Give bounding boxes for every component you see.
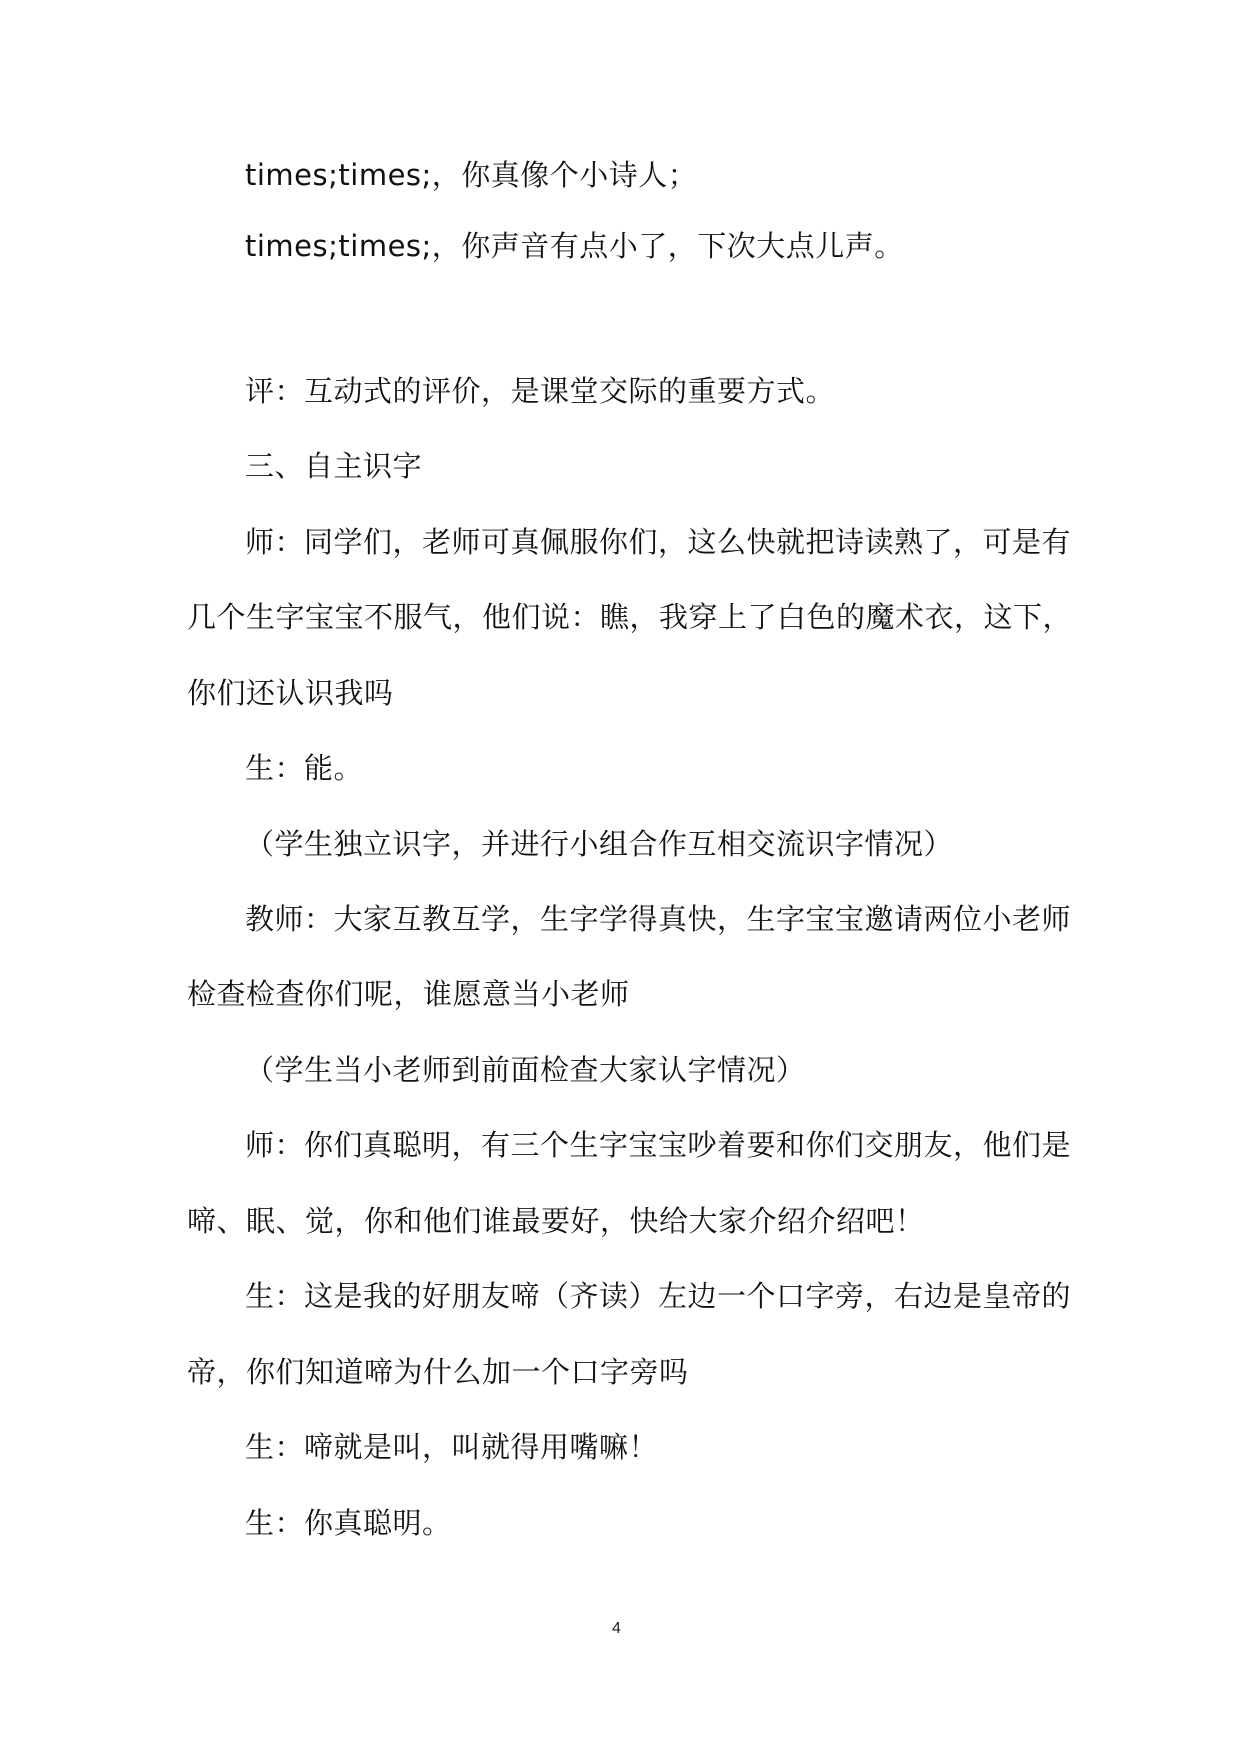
text-line-8: 生：能。 [245, 751, 364, 785]
text-line-10: 教师：大家互教互学，生字学得真快，生字宝宝邀请两位小老师 [245, 902, 1072, 936]
text-line-17: 生：啼就是叫，叫就得用嘴嘛！ [245, 1430, 659, 1464]
page-number: 4 [612, 1620, 621, 1637]
text-line-5: 师：同学们，老师可真佩服你们，这么快就把诗读熟了，可是有 [245, 525, 1072, 559]
text-line-13: 师：你们真聪明，有三个生字宝宝吵着要和你们交朋友，他们是 [245, 1128, 1072, 1162]
text-line-18: 生：你真聪明。 [245, 1506, 452, 1540]
text-line-2: times;times;，你声音有点小了，下次大点儿声。 [245, 229, 904, 263]
text-line-3: 评：互动式的评价，是课堂交际的重要方式。 [245, 374, 836, 408]
text-line-15: 生：这是我的好朋友啼（齐读）左边一个口字旁，右边是皇帝的 [245, 1279, 1072, 1313]
text-line-7: 你们还认识我吗 [187, 676, 394, 710]
text-line-9: （学生独立识字，并进行小组合作互相交流识字情况） [245, 827, 954, 861]
text-line-16: 帝，你们知道啼为什么加一个口字旁吗 [187, 1355, 689, 1389]
text-line-11: 检查检查你们呢，谁愿意当小老师 [187, 977, 630, 1011]
text-line-12: （学生当小老师到前面检查大家认字情况） [245, 1053, 806, 1087]
text-line-6: 几个生字宝宝不服气，他们说：瞧，我穿上了白色的魔术衣，这下， [187, 600, 1073, 634]
section-heading: 三、自主识字 [245, 449, 423, 483]
text-line-1: times;times;，你真像个小诗人； [245, 158, 698, 192]
text-line-14: 啼、眠、觉，你和他们谁最要好，快给大家介绍介绍吧！ [187, 1204, 925, 1238]
